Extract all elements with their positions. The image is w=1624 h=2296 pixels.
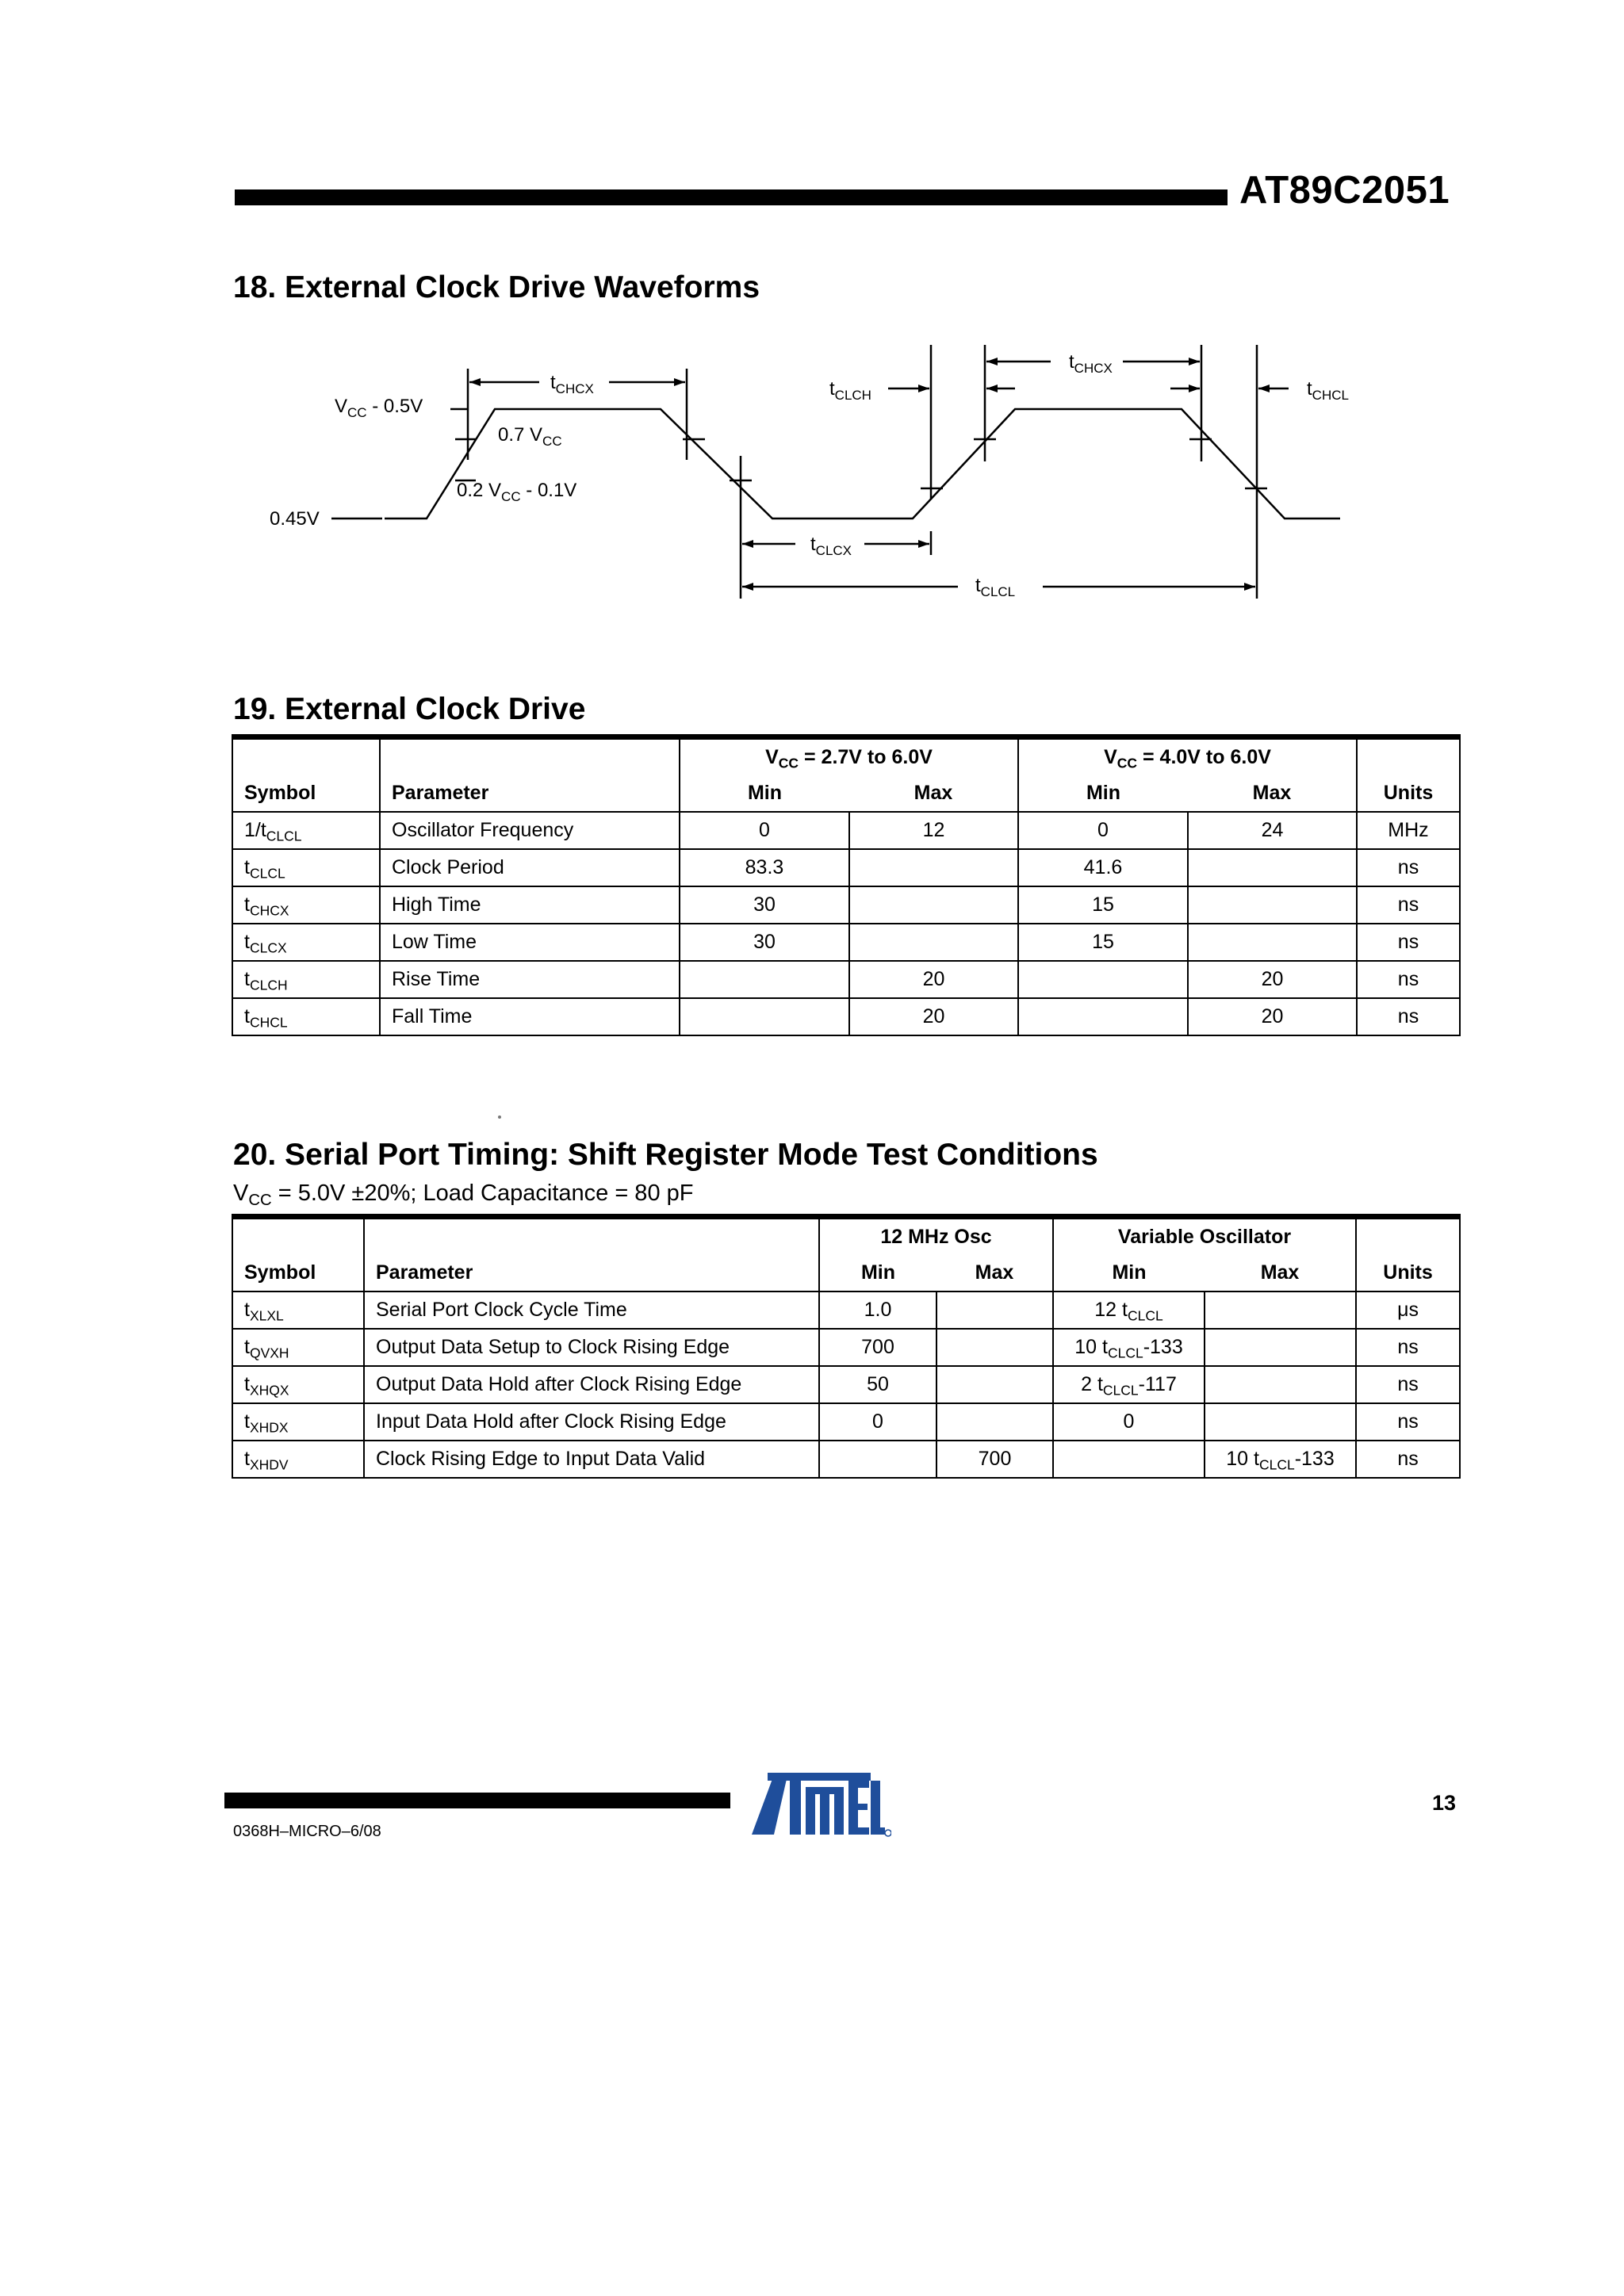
min-cell: 0 <box>1053 1403 1205 1441</box>
svg-text:0.2 VCC - 0.1V: 0.2 $V_{CC} - 0.1V$ <box>457 480 577 504</box>
min-cell: 2 $t_{CLCL}-117$ <box>1053 1366 1205 1403</box>
header-units: Units <box>1357 775 1460 812</box>
parameter-cell: Low Time <box>380 924 680 961</box>
header-12mhz-osc: 12 MHz Osc <box>819 1217 1053 1256</box>
header-blank <box>1357 737 1460 776</box>
header-blank <box>1356 1217 1460 1256</box>
svg-text:tCHCX: $t_{CHCX}$ <box>550 372 594 396</box>
min-cell: 30 <box>680 886 849 924</box>
min-cell <box>819 1441 936 1478</box>
table-row <box>232 961 1460 998</box>
header-max: Max <box>1188 775 1357 812</box>
max-cell: 12 <box>849 812 1018 849</box>
max-cell <box>1205 1329 1356 1366</box>
max-cell: 20 <box>1188 961 1357 998</box>
header-min: Min <box>819 1255 936 1292</box>
min-cell: 83.3 <box>680 849 849 886</box>
units-cell: ns <box>1356 1403 1460 1441</box>
parameter-cell: Fall Time <box>380 998 680 1035</box>
min-cell: 1.0 <box>819 1292 936 1329</box>
min-cell: 12 $t_{CLCL}$ <box>1053 1292 1205 1329</box>
header-vcc-2v7: $V_{CC} = 2.7V$ to 6.0V <box>680 737 1018 776</box>
table-row <box>232 998 1460 1035</box>
min-cell <box>680 961 849 998</box>
max-cell <box>1205 1366 1356 1403</box>
header-parameter: Parameter <box>380 775 680 812</box>
max-cell <box>1188 924 1357 961</box>
symbol-cell: $t_{CHCL}$ <box>232 998 380 1035</box>
header-rule <box>235 189 1228 205</box>
header-variable-oscillator: Variable Oscillator <box>1053 1217 1356 1256</box>
symbol-cell: $1/t_{CLCL}$ <box>232 812 380 849</box>
header-min: Min <box>1053 1255 1205 1292</box>
max-cell <box>936 1329 1053 1366</box>
table-row <box>232 849 1460 886</box>
table-row <box>232 1366 1460 1403</box>
svg-text:VCC - 0.5V: $V_{CC} - 0.5V$ <box>335 396 423 420</box>
symbol-cell: $t_{XHDV}$ <box>232 1441 364 1478</box>
parameter-cell: Clock Rising Edge to Input Data Valid <box>364 1441 819 1478</box>
min-cell: 50 <box>819 1366 936 1403</box>
page-number: 13 <box>1432 1791 1457 1815</box>
symbol-cell: $t_{XHDX}$ <box>232 1403 364 1441</box>
symbol-cell: $t_{CLCX}$ <box>232 924 380 961</box>
min-cell: 15 <box>1018 886 1188 924</box>
units-cell: ns <box>1357 924 1460 961</box>
parameter-cell: Output Data Hold after Clock Rising Edge <box>364 1366 819 1403</box>
max-cell <box>936 1292 1053 1329</box>
section-20-title: 20. Serial Port Timing: Shift Register Mode Test Conditions <box>233 1138 1098 1172</box>
max-cell <box>936 1366 1053 1403</box>
svg-text:tCHCL: $t_{CHCL}$ <box>1307 378 1349 403</box>
max-cell <box>1205 1403 1356 1441</box>
parameter-cell: Rise Time <box>380 961 680 998</box>
parameter-cell: Oscillator Frequency <box>380 812 680 849</box>
test-conditions: $V_{CC} = 5.0V \pm 20\%$; Load Capacitance = 80 pF <box>233 1181 694 1210</box>
header-blank <box>232 1217 364 1256</box>
max-cell <box>1188 849 1357 886</box>
units-cell: ns <box>1356 1329 1460 1366</box>
min-cell: 0 <box>1018 812 1188 849</box>
max-cell <box>849 849 1018 886</box>
max-cell: 20 <box>849 961 1018 998</box>
min-cell: 700 <box>819 1329 936 1366</box>
table-row <box>232 1329 1460 1366</box>
max-cell: 20 <box>849 998 1018 1035</box>
svg-text:tCLCL: $t_{CLCL}$ <box>975 575 1016 599</box>
table-row <box>232 886 1460 924</box>
atmel-logo <box>752 1770 891 1839</box>
parameter-cell: Output Data Setup to Clock Rising Edge <box>364 1329 819 1366</box>
header-max: Max <box>849 775 1018 812</box>
units-cell: ns <box>1357 849 1460 886</box>
clock-waveform-diagram <box>238 333 1380 634</box>
header-blank <box>232 737 380 776</box>
units-cell: ns <box>1357 998 1460 1035</box>
table-row <box>232 1403 1460 1441</box>
header-blank <box>380 737 680 776</box>
min-cell: 0 <box>680 812 849 849</box>
header-parameter: Parameter <box>364 1255 819 1292</box>
header-min: Min <box>680 775 849 812</box>
min-cell: 30 <box>680 924 849 961</box>
max-cell: 20 <box>1188 998 1357 1035</box>
stray-dot <box>498 1115 501 1119</box>
symbol-cell: $t_{XHQX}$ <box>232 1366 364 1403</box>
header-symbol: Symbol <box>232 775 380 812</box>
min-cell <box>1053 1441 1205 1478</box>
header-vcc-4v0: $V_{CC} = 4.0V$ to 6.0V <box>1018 737 1357 776</box>
header-blank <box>364 1217 819 1256</box>
header-units: Units <box>1356 1255 1460 1292</box>
units-cell: ns <box>1356 1441 1460 1478</box>
svg-text:tCHCX: $t_{CHCX}$ <box>1069 351 1113 376</box>
svg-text:tCLCX: $t_{CLCX}$ <box>810 534 852 558</box>
external-clock-drive-table <box>232 734 1461 1036</box>
table-row <box>232 924 1460 961</box>
min-cell: 41.6 <box>1018 849 1188 886</box>
max-cell <box>849 924 1018 961</box>
symbol-cell: $t_{QVXH}$ <box>232 1329 364 1366</box>
symbol-cell: $t_{CLCH}$ <box>232 961 380 998</box>
min-cell: 0 <box>819 1403 936 1441</box>
max-cell: 24 <box>1188 812 1357 849</box>
max-cell: 10 $t_{CLCL}-133$ <box>1205 1441 1356 1478</box>
svg-text:tCLCH: $t_{CLCH}$ <box>829 378 871 403</box>
footer-rule <box>224 1793 730 1808</box>
document-number: 0368H–MICRO–6/08 <box>233 1823 381 1840</box>
min-cell: 10 $t_{CLCL}-133$ <box>1053 1329 1205 1366</box>
units-cell: μs <box>1356 1292 1460 1329</box>
symbol-cell: $t_{CHCX}$ <box>232 886 380 924</box>
max-cell <box>1205 1292 1356 1329</box>
min-cell: 15 <box>1018 924 1188 961</box>
parameter-cell: Serial Port Clock Cycle Time <box>364 1292 819 1329</box>
table-row <box>232 1441 1460 1478</box>
max-cell: 700 <box>936 1441 1053 1478</box>
units-cell: ns <box>1356 1366 1460 1403</box>
table-row <box>232 1292 1460 1329</box>
svg-text:0.45V: 0.45V <box>270 508 320 530</box>
header-symbol: Symbol <box>232 1255 364 1292</box>
units-cell: ns <box>1357 961 1460 998</box>
symbol-cell: $t_{CLCL}$ <box>232 849 380 886</box>
section-19-title: 19. External Clock Drive <box>233 692 586 726</box>
min-cell <box>1018 998 1188 1035</box>
parameter-cell: Input Data Hold after Clock Rising Edge <box>364 1403 819 1441</box>
header-max: Max <box>1205 1255 1356 1292</box>
svg-text:0.7 VCC: 0.7 $V_{CC}$ <box>498 424 562 449</box>
serial-port-timing-table <box>232 1214 1461 1479</box>
max-cell <box>849 886 1018 924</box>
header-min: Min <box>1018 775 1188 812</box>
parameter-cell: Clock Period <box>380 849 680 886</box>
symbol-cell: $t_{XLXL}$ <box>232 1292 364 1329</box>
table-row <box>232 812 1460 849</box>
header-max: Max <box>936 1255 1053 1292</box>
max-cell <box>936 1403 1053 1441</box>
section-18-title: 18. External Clock Drive Waveforms <box>233 270 760 304</box>
units-cell: ns <box>1357 886 1460 924</box>
document-title: AT89C2051 <box>1239 169 1450 212</box>
min-cell <box>680 998 849 1035</box>
min-cell <box>1018 961 1188 998</box>
parameter-cell: High Time <box>380 886 680 924</box>
units-cell: MHz <box>1357 812 1460 849</box>
max-cell <box>1188 886 1357 924</box>
